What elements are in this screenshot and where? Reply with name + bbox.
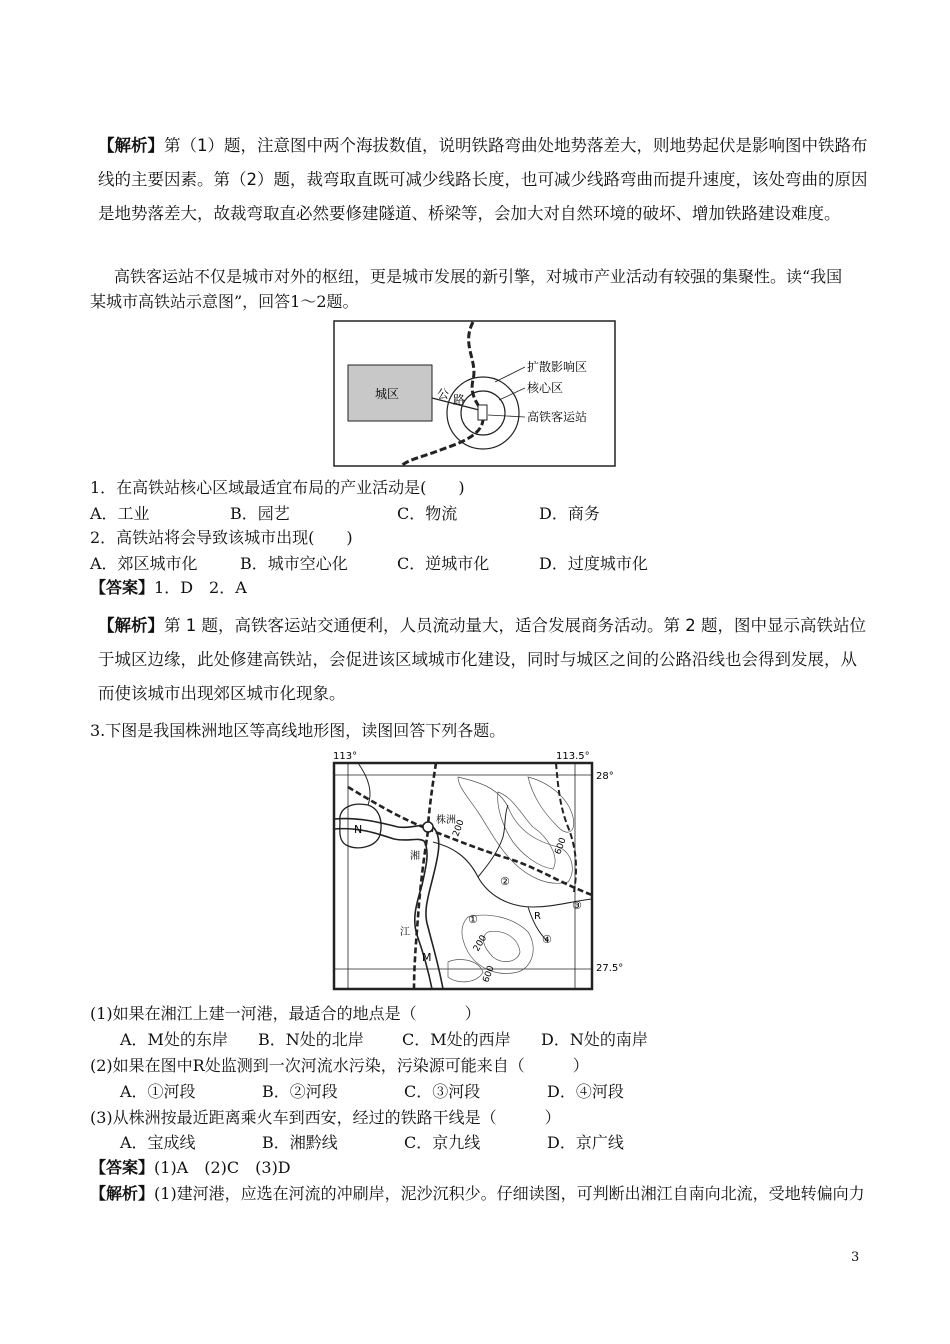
marker-4: ④	[542, 933, 552, 946]
q2-option-a[interactable]: A．郊区城市化	[90, 554, 198, 573]
zhuzhou-label: 株洲	[436, 815, 456, 826]
point-M: M	[422, 951, 432, 964]
q1-option-b[interactable]: B．园艺	[230, 504, 290, 523]
longitude-113-5: 113.5°	[556, 751, 590, 762]
sq2-option-d[interactable]: D．④河段	[547, 1082, 624, 1101]
question-1-stem: 1．在高铁站核心区域最适宜布局的产业活动是( )	[90, 478, 465, 497]
sq2-option-b[interactable]: B．②河段	[262, 1082, 338, 1101]
sq3-option-b[interactable]: B．湘黔线	[262, 1133, 338, 1152]
analysis-paragraph-1	[98, 129, 868, 231]
station-diagram	[333, 320, 617, 468]
point-N: N	[354, 823, 363, 836]
q2-option-d[interactable]: D．过度城市化	[539, 554, 648, 573]
sq3-option-d[interactable]: D．京广线	[547, 1133, 624, 1152]
q2-option-c[interactable]: C．逆城市化	[397, 554, 490, 573]
answer-2: 【答案】(1)A (2)C (3)D	[90, 1158, 291, 1177]
station-label: 高铁客运站	[527, 410, 588, 424]
sq2-option-a[interactable]: A．①河段	[120, 1082, 196, 1101]
map-frame	[334, 763, 592, 989]
contour-label-200: 200	[451, 818, 467, 839]
diffusion-label: 扩散影响区	[527, 360, 588, 374]
analysis-line: 【解析】第（1）题，注意图中两个海拔数值，说明铁路弯曲处地势落差大，则地势起伏是影响图中铁路布	[98, 136, 868, 155]
sq1-option-d[interactable]: D．N处的南岸	[541, 1030, 648, 1049]
point-R: R	[534, 911, 541, 922]
analysis-tag: 【解析】	[98, 616, 164, 635]
analysis-paragraph-3: 【解析】(1)建河港，应选在河流的冲刷岸，泥沙沉积少。仔细读图，可判断出湘江自南向北流，受地转偏向力	[90, 1184, 865, 1203]
analysis-tag: 【解析】	[98, 136, 164, 155]
analysis-line: 于城区边缘，此处修建高铁站，会促进该区域城市化建设，同时与城区之间的公路沿线也会得到发展，从	[98, 650, 857, 669]
contour-label-600: 600	[553, 836, 569, 857]
sq1-option-a[interactable]: A．M处的东岸	[120, 1030, 228, 1049]
core-label: 核心区	[527, 381, 564, 395]
longitude-113: 113°	[333, 751, 358, 762]
sq2-option-c[interactable]: C．③河段	[404, 1082, 481, 1101]
marker-3: ③	[572, 899, 582, 912]
subquestion-1-stem: (1)如果在湘江上建一河港，最适合的地点是（ ）	[90, 1004, 481, 1023]
city-label: 城区	[375, 387, 400, 401]
road-label-2: 路	[453, 393, 466, 407]
subquestion-2-stem: (2)如果在图中R处监测到一次河流水污染，污染源可能来自（ ）	[90, 1056, 589, 1075]
contour-label-600: 600	[481, 964, 497, 985]
analysis-line: 是地势落差大，故裁弯取直必然要修建隧道、桥梁等，会加大对自然环境的破坏、增加铁路建设难度。	[98, 204, 841, 223]
zhuzhou-contour-map	[328, 747, 628, 993]
marker-1: ①	[468, 913, 478, 926]
analysis-paragraph-2	[98, 609, 866, 711]
contour-label-200: 200	[471, 933, 490, 954]
station-icon	[478, 405, 487, 420]
sq1-option-b[interactable]: B．N处的北岸	[258, 1030, 364, 1049]
zhuzhou-city-marker	[423, 822, 433, 832]
subquestion-3-stem: (3)从株洲按最近距离乘火车到西安，经过的铁路干线是（ ）	[90, 1108, 561, 1127]
q2-option-b[interactable]: B．城市空心化	[240, 554, 348, 573]
answer-1: 【答案】1．D 2．A	[90, 578, 247, 597]
latitude-28: 28°	[596, 771, 614, 782]
q1-option-d[interactable]: D．商务	[539, 504, 600, 523]
q1-option-a[interactable]: A．工业	[90, 504, 150, 523]
road-label-1: 公	[437, 387, 450, 401]
intro-paragraph: 高铁客运站不仅是城市对外的枢纽，更是城市发展的新引擎，对城市产业活动有较强的集聚性。读“我国 某城市高铁站示意图”，回答1～2题。	[90, 267, 843, 311]
sq1-option-c[interactable]: C．M处的西岸	[402, 1030, 511, 1049]
analysis-line: 线的主要因素。第（2）题，裁弯取直既可减少线路长度，也可减少线路弯曲而提升速度，该处弯曲的原因	[98, 170, 868, 189]
q1-option-c[interactable]: C．物流	[397, 504, 458, 523]
page-number: 3	[851, 1250, 860, 1265]
analysis-line: 【解析】第 1 题，高铁客运站交通便利，人员流动量大，适合发展商务活动。第 2 题，图中显示高铁站位	[98, 616, 866, 635]
river-label-xiang: 湘	[410, 851, 420, 862]
latitude-27-5: 27.5°	[596, 963, 624, 974]
river-label-jiang: 江	[400, 927, 410, 938]
analysis-line: 而使该城市出现郊区城市化现象。	[98, 684, 346, 703]
analysis-tag: 【解析】	[90, 1184, 155, 1203]
sq3-option-a[interactable]: A．宝成线	[120, 1133, 196, 1152]
sq3-option-c[interactable]: C．京九线	[404, 1133, 481, 1152]
marker-2: ②	[500, 875, 510, 888]
question-2-stem: 2．高铁站将会导致该城市出现( )	[90, 528, 353, 547]
question-3-intro: 3.下图是我国株洲地区等高线地形图，读图回答下列各题。	[90, 721, 506, 740]
